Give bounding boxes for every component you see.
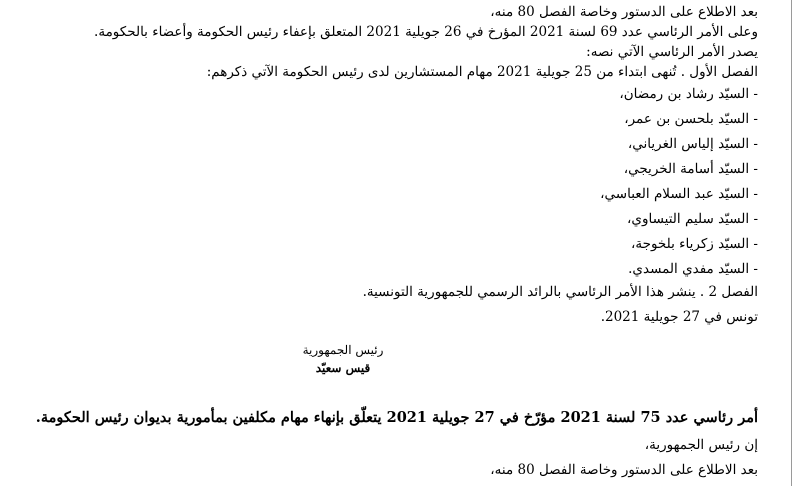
president-opening: إن رئيس الجمهورية، <box>644 437 758 453</box>
preamble-decree-69: وعلى الأمر الرئاسي عدد 69 لسنة 2021 المؤرخ في 26 جويلية 2021 المتعلق بإعفاء رئيس الحكومة وأعضاء بالحكومة. <box>94 24 758 40</box>
preamble-constitution-2: بعد الاطلاع على الدستور وخاصة الفصل 80 منه، <box>490 462 758 478</box>
adviser-item: - السيّد رشاد بن رمضان، <box>619 86 758 102</box>
adviser-item: - السيّد مفدي المسدي. <box>628 261 758 277</box>
adviser-item: - السيّد أسامة الخريجي، <box>623 161 758 177</box>
decree-body <box>58 2 758 327</box>
preamble-constitution: بعد الاطلاع على الدستور وخاصة الفصل 80 منه، <box>490 4 758 20</box>
issue-date: تونس في 27 جويلية 2021. <box>600 309 758 325</box>
article-1: الفصل الأول . تُنهى ابتداء من 25 جويلية 2021 مهام المستشارين لدى رئيس الحكومة الآتي ذكرهم: <box>206 64 758 80</box>
page-edge-divider <box>791 0 792 486</box>
signature-name: قيس سعيّد <box>315 361 371 375</box>
adviser-item: - السيّد إلياس الغرياني، <box>627 136 758 152</box>
adviser-item: - السيّد سليم التيساوي، <box>627 211 758 227</box>
issuance-formula: يصدر الأمر الرئاسي الآتي نصه: <box>586 44 758 60</box>
adviser-item: - السيّد عبد السلام العباسي، <box>600 186 758 202</box>
adviser-item: - السيّد زكرياء بلخوجة، <box>631 236 758 252</box>
decree-75-title: أمر رئاسي عدد 75 لسنة 2021 مؤرّخ في 27 جويلية 2021 يتعلّق بإنهاء مهام مكلفين بمأمورية بديوان رئيس الحكومة. <box>35 409 758 426</box>
adviser-item: - السيّد بلحسن بن عمر، <box>624 111 758 127</box>
article-2: الفصل 2 . ينشر هذا الأمر الرئاسي بالرائد الرسمي للجمهورية التونسية. <box>362 284 758 300</box>
signature-title: رئيس الجمهورية <box>302 343 384 357</box>
